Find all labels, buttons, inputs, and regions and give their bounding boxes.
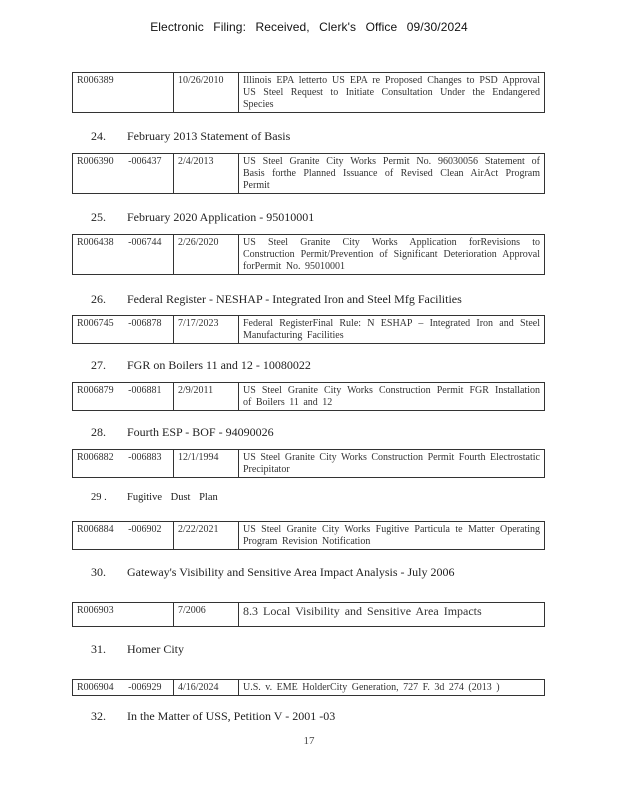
section-title: Fourth ESP - BOF - 94090026	[127, 425, 274, 439]
section-title: Gateway's Visibility and Sensitive Area Impact Analysis - July 2006	[127, 565, 455, 579]
bates-range: R006390 -006437	[73, 154, 174, 194]
record-description: U.S. v. EME HolderCity Generation, 727 F. 3d 274 (2013 )	[239, 680, 545, 696]
bates-range: R006389	[73, 73, 174, 113]
record-table	[72, 382, 545, 411]
bates-range: R006745 -006878	[73, 316, 174, 344]
section-title: February 2013 Statement of Basis	[127, 129, 291, 143]
section-title: Homer City	[127, 642, 184, 656]
section-number: 32.	[91, 709, 106, 723]
section-number: 24.	[91, 129, 106, 143]
table-row	[73, 383, 545, 411]
table-row	[73, 680, 545, 696]
table-row	[73, 73, 545, 113]
record-description: US Steel Granite City Works Construction Permit Fourth Electrostatic Precipitator	[239, 450, 545, 478]
table-row	[73, 522, 545, 550]
record-date: 2/22/2021	[174, 522, 239, 550]
record-table	[72, 449, 545, 478]
record-description: Illinois EPA letterto US EPA re Proposed Changes to PSD Approval US Steel Request to Initiate Consultation Under the Endangered Species	[239, 73, 545, 113]
record-date: 7/2006	[174, 603, 239, 627]
section-heading	[91, 425, 274, 440]
record-date: 2/9/2011	[174, 383, 239, 411]
record-description: Federal RegisterFinal Rule: N ESHAP – Integrated Iron and Steel Manufacturing Facilities	[239, 316, 545, 344]
record-table	[72, 679, 545, 696]
record-description: US Steel Granite City Works Fugitive Particula te Matter Operating Program Revision Notification	[239, 522, 545, 550]
section-heading	[91, 565, 455, 580]
record-table	[72, 315, 545, 344]
section-heading	[91, 492, 218, 503]
record-table	[72, 153, 545, 194]
record-table	[72, 72, 545, 113]
record-date: 10/26/2010	[174, 73, 239, 113]
record-date: 2/26/2020	[174, 235, 239, 275]
section-heading	[91, 129, 290, 144]
section-number: 29 .	[91, 492, 107, 503]
table-row	[73, 235, 545, 275]
record-date: 2/4/2013	[174, 154, 239, 194]
section-heading	[91, 358, 311, 373]
page-number: 17	[303, 735, 315, 747]
bates-range: R006884 -006902	[73, 522, 174, 550]
section-heading	[91, 709, 335, 724]
record-description: US Steel Granite City Works Construction Permit FGR Installation of Boilers 11 and 12	[239, 383, 545, 411]
section-number: 27.	[91, 358, 106, 372]
section-heading	[91, 292, 462, 307]
section-heading	[91, 642, 184, 657]
bates-range: R006904 -006929	[73, 680, 174, 696]
table-row	[73, 603, 545, 627]
table-row	[73, 450, 545, 478]
record-date: 4/16/2024	[174, 680, 239, 696]
section-number: 30.	[91, 565, 106, 579]
record-date: 12/1/1994	[174, 450, 239, 478]
section-number: 25.	[91, 210, 106, 224]
section-title: February 2020 Application - 95010001	[127, 210, 315, 224]
record-table	[72, 234, 545, 275]
bates-range: R006903	[73, 603, 174, 627]
record-description: US Steel Granite City Works Permit No. 96030056 Statement of Basis forthe Planned Issuance of Revised Clean AirAct Program Permit	[239, 154, 545, 194]
table-row	[73, 316, 545, 344]
record-table	[72, 521, 545, 550]
bates-range: R006882 -006883	[73, 450, 174, 478]
section-number: 28.	[91, 425, 106, 439]
section-number: 31.	[91, 642, 106, 656]
record-description: US Steel Granite City Works Application forRevisions to Construction Permit/Prevention of Significant Deterioration Approval forPermit No. 95010001	[239, 235, 545, 275]
section-title: In the Matter of USS, Petition V - 2001 -03	[127, 709, 336, 723]
filing-header: Electronic Filing: Received, Clerk's Office 09/30/2024	[150, 20, 468, 34]
bates-range: R006438 -006744	[73, 235, 174, 275]
section-heading	[91, 210, 314, 225]
section-title: Federal Register - NESHAP - Integrated Iron and Steel Mfg Facilities	[127, 292, 462, 306]
table-row	[73, 154, 545, 194]
record-description: 8.3 Local Visibility and Sensitive Area Impacts	[239, 603, 545, 627]
section-title: FGR on Boilers 11 and 12 - 10080022	[127, 358, 311, 372]
section-title: Fugitive Dust Plan	[127, 492, 218, 503]
record-table	[72, 602, 545, 627]
bates-range: R006879 -006881	[73, 383, 174, 411]
record-date: 7/17/2023	[174, 316, 239, 344]
section-number: 26.	[91, 292, 106, 306]
